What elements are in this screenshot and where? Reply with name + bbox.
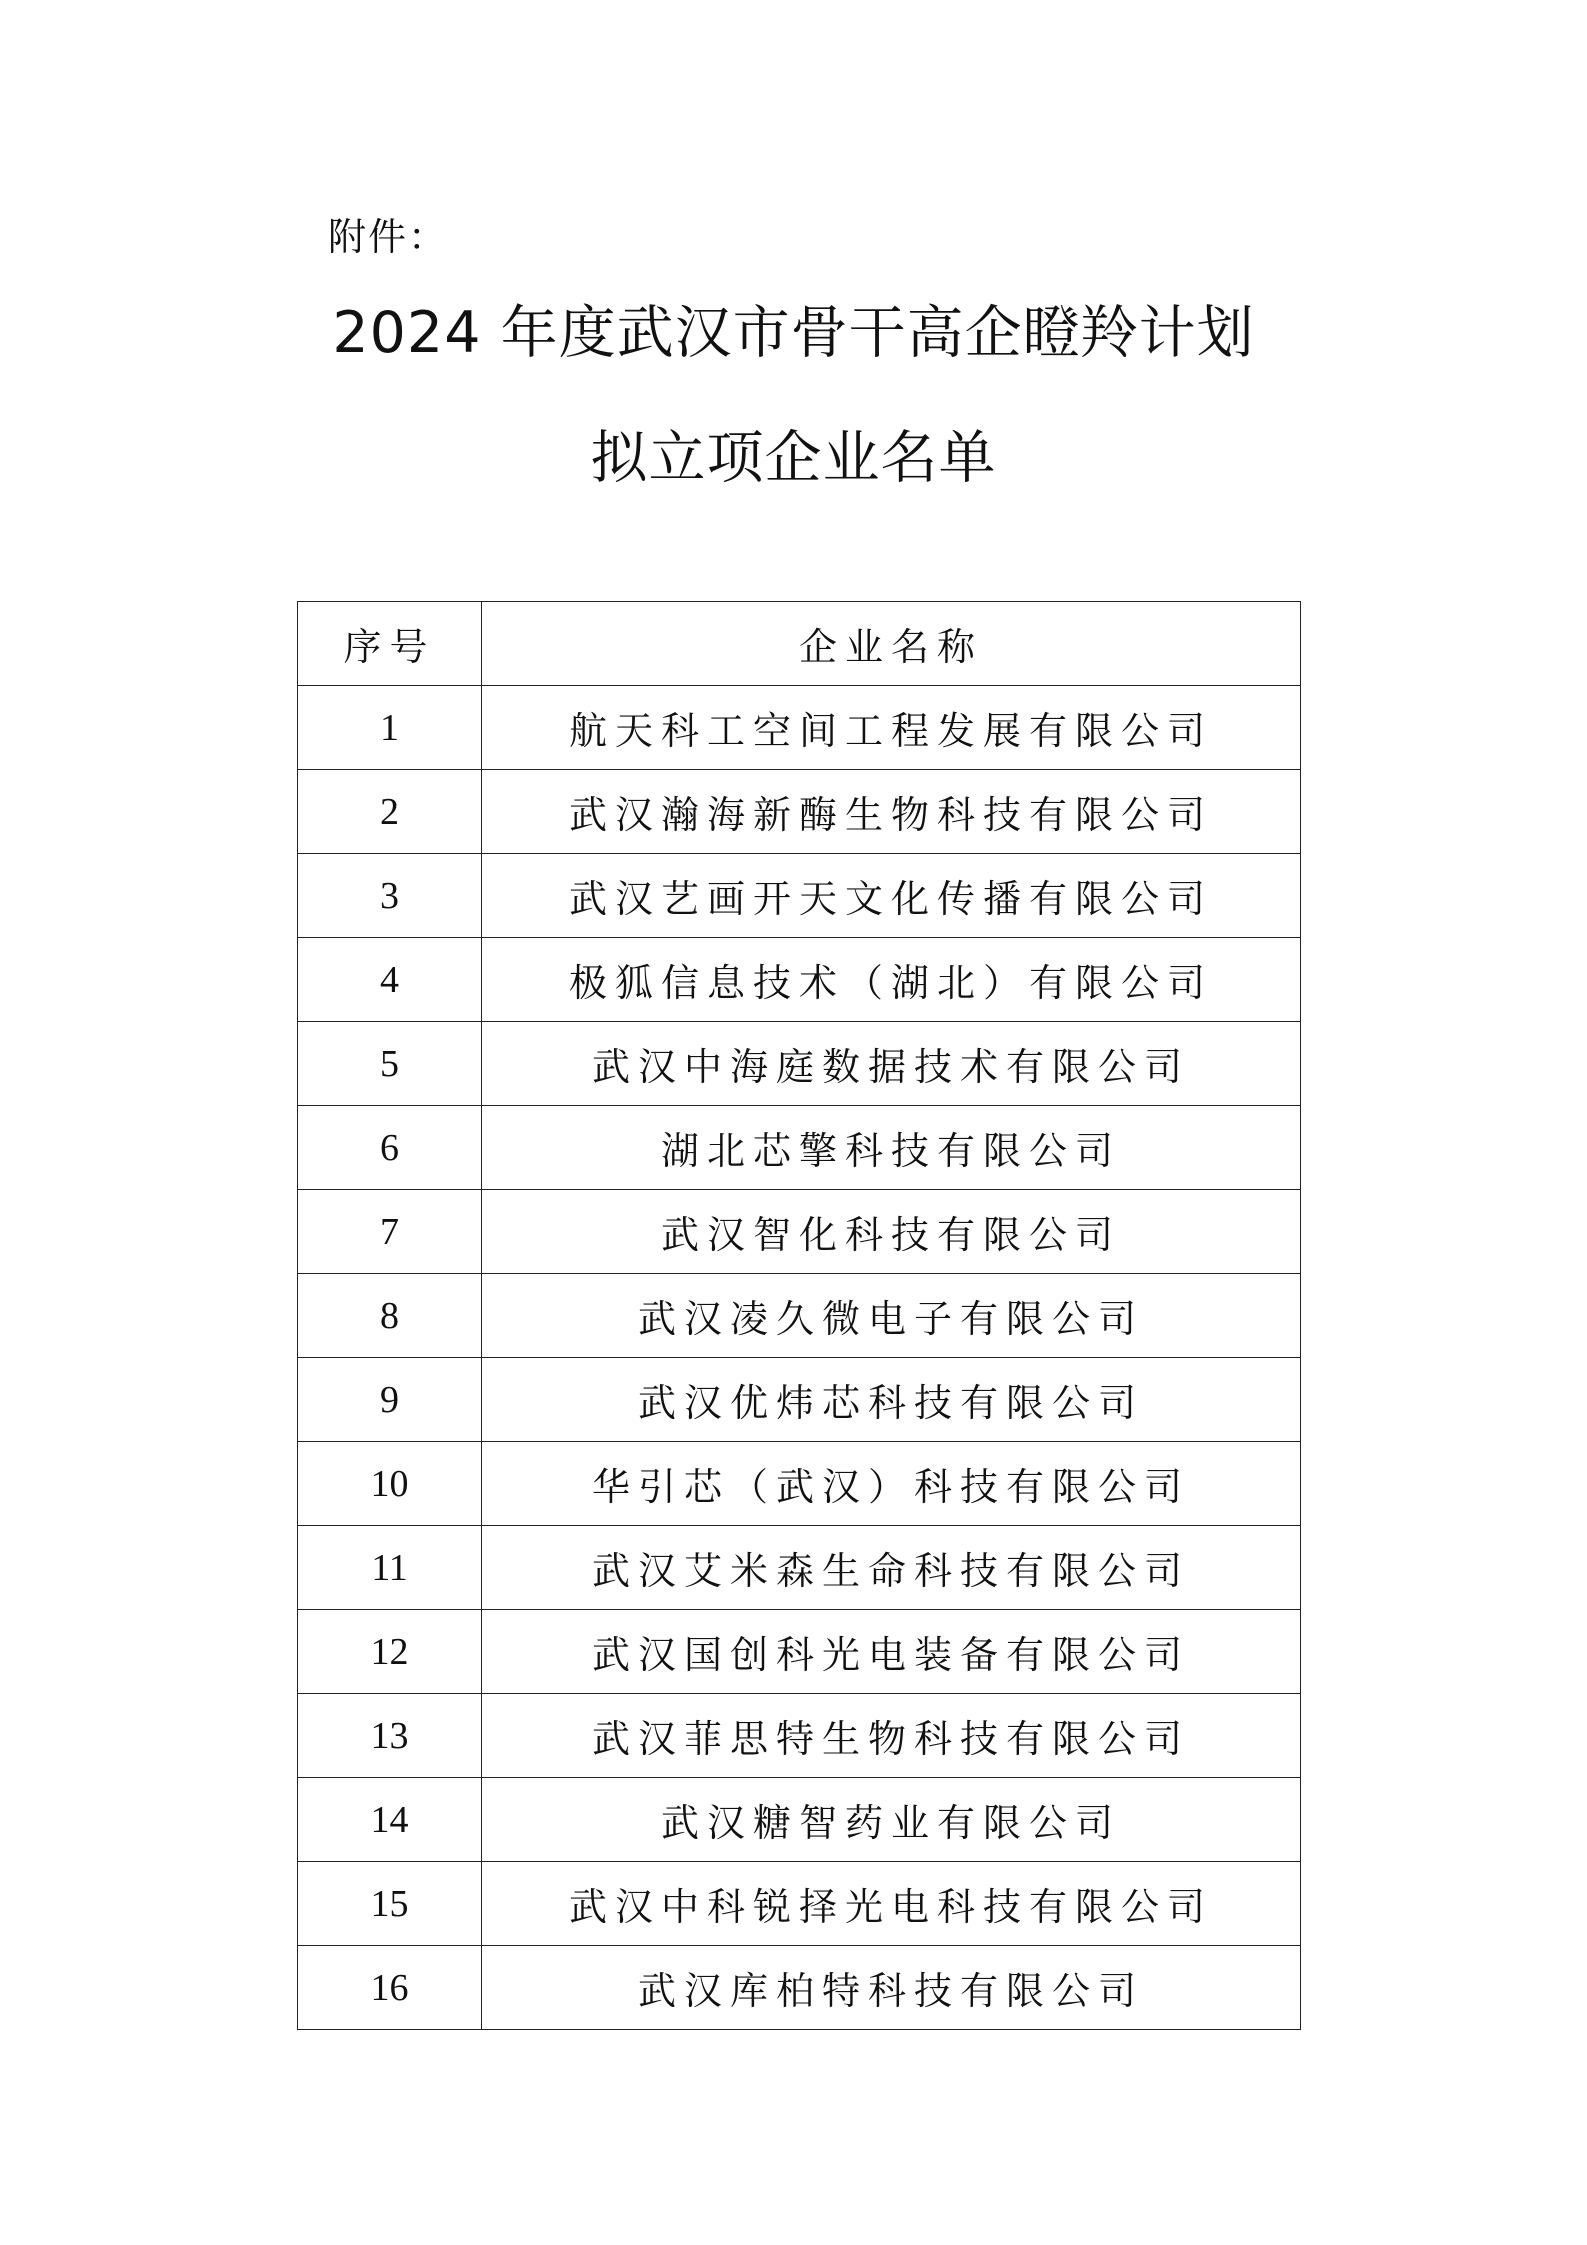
row-index: 4: [298, 938, 482, 1022]
row-index: 7: [298, 1190, 482, 1274]
table-row: [298, 1106, 1301, 1190]
page-title-line-2: 拟立项企业名单: [590, 425, 997, 491]
row-index: 9: [298, 1358, 482, 1442]
row-company-name: 武汉中海庭数据技术有限公司: [482, 1022, 1301, 1106]
row-index: 2: [298, 770, 482, 854]
table-row: [298, 1694, 1301, 1778]
row-index: 13: [298, 1694, 482, 1778]
row-index: 6: [298, 1106, 482, 1190]
row-index: 16: [298, 1946, 482, 2030]
attachment-label: 附件：: [328, 215, 449, 259]
row-index: 15: [298, 1862, 482, 1946]
row-company-name: 武汉艾米森生命科技有限公司: [482, 1526, 1301, 1610]
table-row: [298, 1022, 1301, 1106]
table-row: [298, 770, 1301, 854]
table-row: [298, 1778, 1301, 1862]
table-row: [298, 1190, 1301, 1274]
table-row: [298, 686, 1301, 770]
row-company-name: 湖北芯擎科技有限公司: [482, 1106, 1301, 1190]
row-company-name: 武汉瀚海新酶生物科技有限公司: [482, 770, 1301, 854]
row-company-name: 武汉国创科光电装备有限公司: [482, 1610, 1301, 1694]
row-company-name: 华引芯（武汉）科技有限公司: [482, 1442, 1301, 1526]
row-company-name: 武汉凌久微电子有限公司: [482, 1274, 1301, 1358]
row-company-name: 航天科工空间工程发展有限公司: [482, 686, 1301, 770]
table-row: [298, 1610, 1301, 1694]
row-index: 11: [298, 1526, 482, 1610]
row-company-name: 武汉糖智药业有限公司: [482, 1778, 1301, 1862]
table-row: [298, 1862, 1301, 1946]
row-index: 5: [298, 1022, 482, 1106]
row-index: 12: [298, 1610, 482, 1694]
company-list-table: [297, 601, 1301, 2030]
row-company-name: 武汉艺画开天文化传播有限公司: [482, 854, 1301, 938]
page-title-line-1: 2024 年度武汉市骨干高企瞪羚计划: [332, 300, 1255, 366]
row-index: 14: [298, 1778, 482, 1862]
table-row: [298, 854, 1301, 938]
header-index: 序号: [298, 602, 482, 686]
row-index: 8: [298, 1274, 482, 1358]
row-company-name: 武汉优炜芯科技有限公司: [482, 1358, 1301, 1442]
row-company-name: 武汉智化科技有限公司: [482, 1190, 1301, 1274]
row-index: 1: [298, 686, 482, 770]
row-index: 3: [298, 854, 482, 938]
row-company-name: 武汉库柏特科技有限公司: [482, 1946, 1301, 2030]
table-row: [298, 1274, 1301, 1358]
table-row: [298, 1526, 1301, 1610]
table-row: [298, 1358, 1301, 1442]
table-header-row: [298, 602, 1301, 686]
table-row: [298, 1442, 1301, 1526]
table-row: [298, 1946, 1301, 2030]
row-company-name: 极狐信息技术（湖北）有限公司: [482, 938, 1301, 1022]
row-index: 10: [298, 1442, 482, 1526]
table-row: [298, 938, 1301, 1022]
row-company-name: 武汉菲思特生物科技有限公司: [482, 1694, 1301, 1778]
row-company-name: 武汉中科锐择光电科技有限公司: [482, 1862, 1301, 1946]
header-company-name: 企业名称: [482, 602, 1301, 686]
